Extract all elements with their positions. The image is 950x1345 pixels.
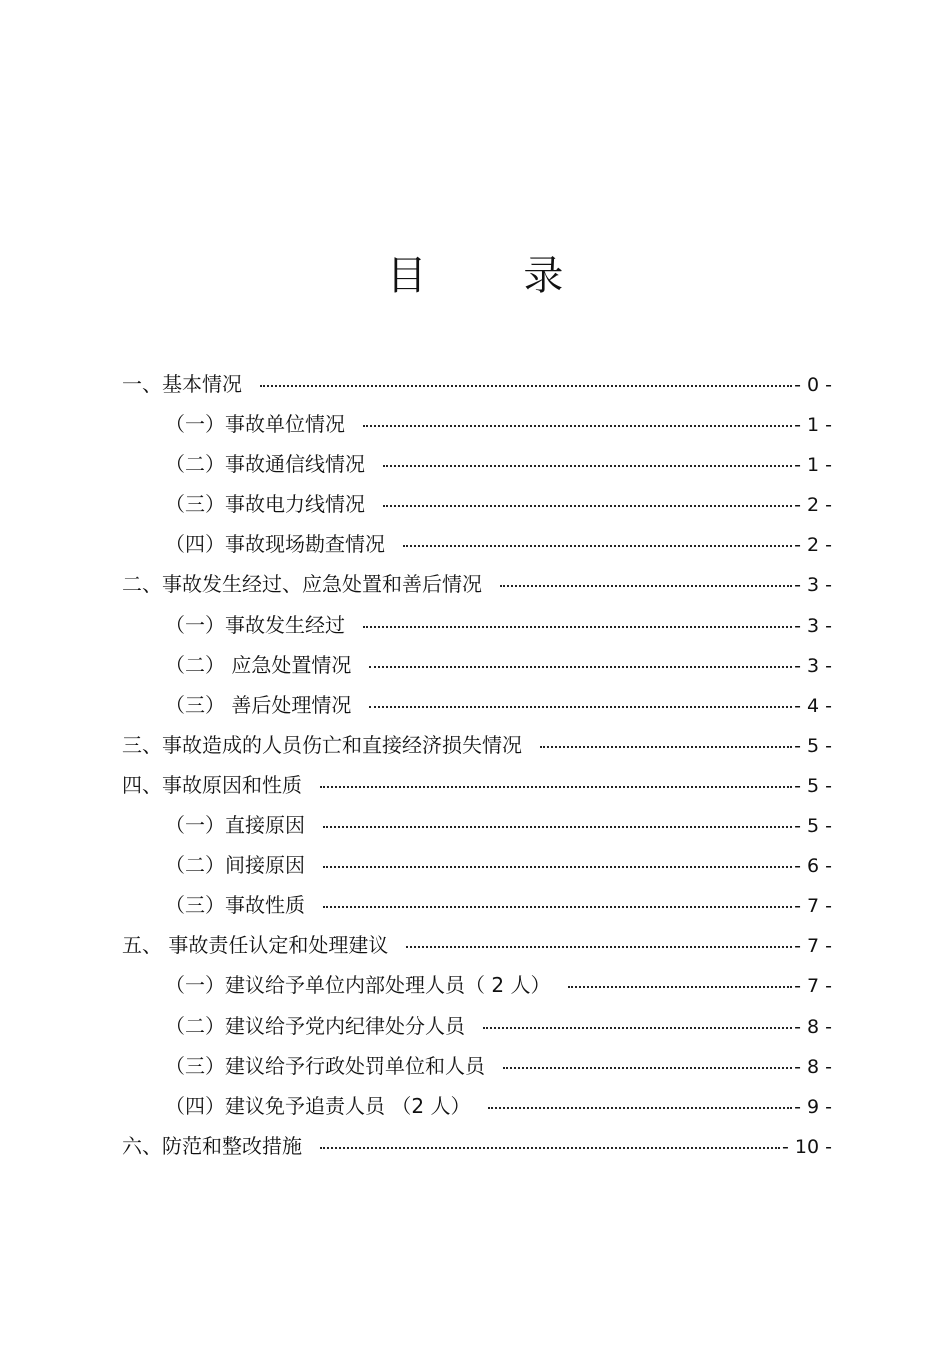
toc-entry-text: （四）建议免予追责人员 （2 人）	[165, 1093, 471, 1118]
toc-leader	[540, 745, 792, 748]
toc-leader	[403, 544, 792, 547]
toc-leader	[406, 945, 792, 948]
toc-entry-text: （一）事故发生经过	[165, 612, 345, 637]
toc-entry[interactable]	[0, 605, 950, 645]
toc-leader	[363, 625, 792, 628]
toc-entry-text: （三）事故电力线情况	[165, 492, 365, 517]
toc-entry[interactable]	[0, 1126, 950, 1166]
toc-entry-text: （一）事故单位情况	[165, 412, 345, 437]
toc-entry[interactable]	[0, 484, 950, 524]
toc-entry[interactable]	[0, 685, 950, 725]
page-title: 目 录	[386, 253, 606, 299]
toc-entry[interactable]	[0, 725, 950, 765]
toc-page-number: - 5 -	[794, 734, 832, 757]
toc-entry[interactable]	[0, 965, 950, 1005]
toc-entry-text: （四）事故现场勘查情况	[165, 532, 385, 557]
toc-leader	[488, 1106, 792, 1109]
toc-page-number: - 8 -	[794, 1015, 832, 1038]
toc-leader	[503, 1066, 792, 1069]
toc-leader	[369, 665, 792, 668]
toc-leader	[260, 384, 792, 387]
toc-entry[interactable]	[0, 564, 950, 604]
toc-page-number: - 10 -	[782, 1135, 832, 1158]
toc-page-number: - 3 -	[794, 654, 832, 677]
toc-leader	[369, 705, 792, 708]
toc-page-number: - 3 -	[794, 614, 832, 637]
toc-entry[interactable]	[0, 444, 950, 484]
toc-page-number: - 7 -	[794, 895, 832, 918]
toc-leader	[323, 825, 792, 828]
toc-entry[interactable]	[0, 645, 950, 685]
toc-entry-text: 四、事故原因和性质	[122, 772, 302, 797]
toc-page-number: - 8 -	[794, 1055, 832, 1078]
toc-entry-text: 六、防范和整改措施	[122, 1133, 302, 1158]
toc-leader	[363, 424, 792, 427]
toc-page-number: - 2 -	[794, 534, 832, 557]
toc-leader	[483, 1026, 792, 1029]
toc-entry-text: 三、事故造成的人员伤亡和直接经济损失情况	[122, 732, 522, 757]
toc-leader	[383, 504, 792, 507]
toc-entry-text: （三）事故性质	[165, 893, 305, 918]
toc-entry[interactable]	[0, 1086, 950, 1126]
toc-page-number: - 9 -	[794, 1095, 832, 1118]
toc-page-number: - 7 -	[794, 935, 832, 958]
toc-leader	[500, 584, 792, 587]
toc-entry-text: 五、 事故责任认定和处理建议	[122, 933, 389, 958]
toc-entry-text: （三） 善后处理情况	[165, 692, 352, 717]
toc-entry[interactable]	[0, 765, 950, 805]
toc-entry-text: （三）建议给予行政处罚单位和人员	[165, 1053, 485, 1078]
toc-leader	[383, 464, 792, 467]
toc-page-number: - 2 -	[794, 494, 832, 517]
toc-entry[interactable]	[0, 845, 950, 885]
toc-page-number: - 5 -	[794, 815, 832, 838]
toc-entry-text: 二、事故发生经过、应急处置和善后情况	[122, 572, 482, 597]
table-of-contents	[0, 364, 950, 1166]
toc-leader	[323, 905, 792, 908]
toc-page-number: - 4 -	[794, 694, 832, 717]
toc-entry[interactable]	[0, 524, 950, 564]
toc-page-number: - 1 -	[794, 414, 832, 437]
toc-page-number: - 1 -	[794, 454, 832, 477]
toc-page-number: - 0 -	[794, 374, 832, 396]
toc-entry[interactable]	[0, 885, 950, 925]
toc-page-number: - 5 -	[794, 774, 832, 797]
toc-leader	[320, 1146, 780, 1149]
toc-leader	[323, 865, 792, 868]
toc-leader	[320, 785, 792, 788]
toc-entry-text: （二） 应急处置情况	[165, 652, 352, 677]
toc-entry-text: 一、基本情况	[122, 372, 242, 396]
toc-entry[interactable]	[0, 805, 950, 845]
toc-entry[interactable]	[0, 404, 950, 444]
toc-entry-text: （一）直接原因	[165, 813, 305, 838]
toc-entry-text: （二）建议给予党内纪律处分人员	[165, 1013, 465, 1038]
toc-entry-text: （二）事故通信线情况	[165, 452, 365, 477]
toc-entry-text: （二）间接原因	[165, 853, 305, 878]
toc-page-number: - 3 -	[794, 574, 832, 597]
toc-page-number: - 7 -	[794, 975, 832, 998]
toc-entry[interactable]	[0, 1046, 950, 1086]
toc-entry[interactable]	[0, 925, 950, 965]
toc-entry[interactable]	[0, 1006, 950, 1046]
toc-page-number: - 6 -	[794, 855, 832, 878]
toc-entry[interactable]	[0, 364, 950, 404]
toc-entry-text: （一）建议给予单位内部处理人员（ 2 人）	[165, 973, 551, 998]
toc-leader	[568, 985, 792, 988]
